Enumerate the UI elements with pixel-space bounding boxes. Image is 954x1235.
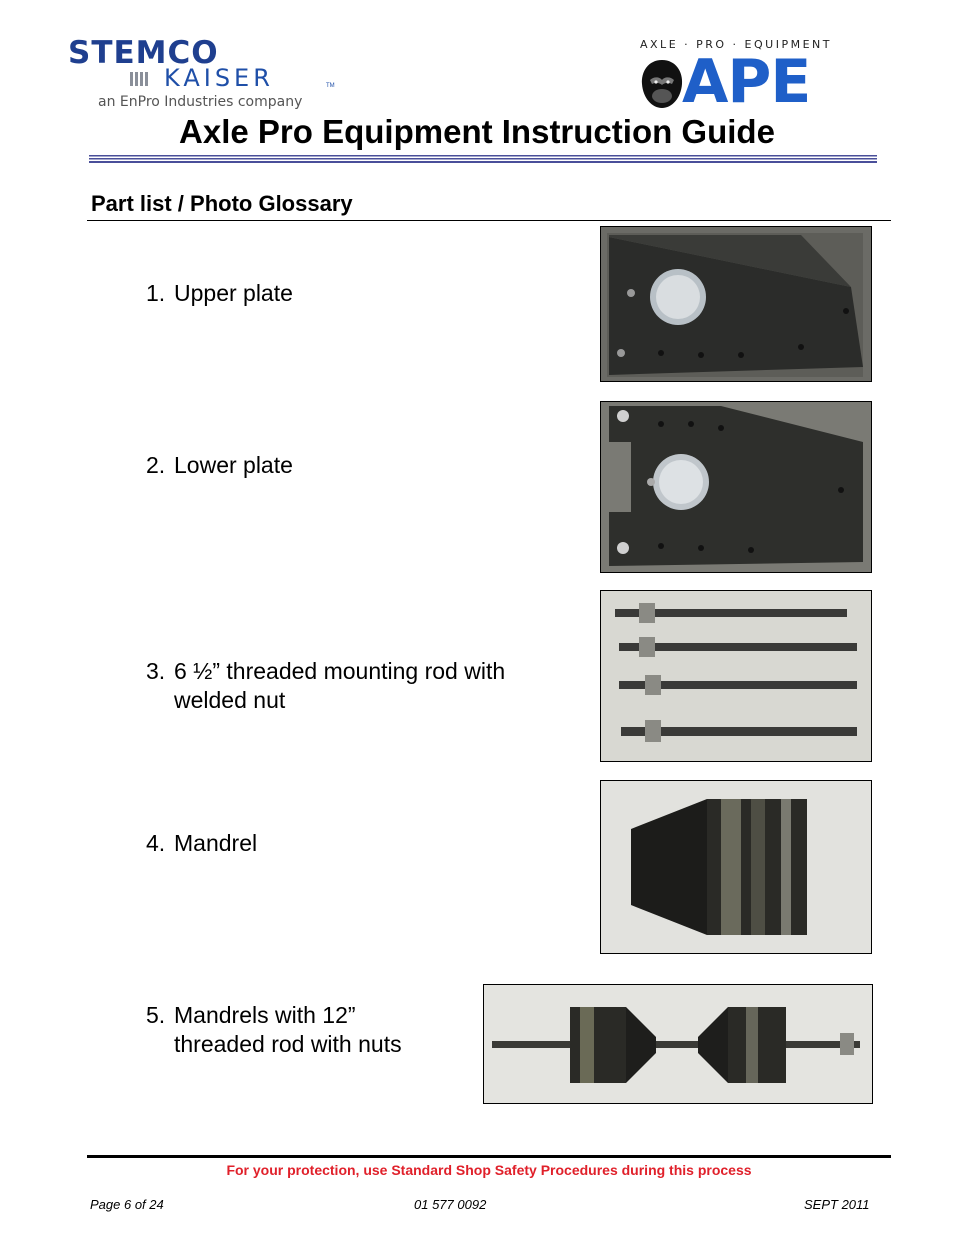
gorilla-head-icon [638,58,686,110]
kaiser-mark-icon [128,70,158,88]
part-label: Lower plate [174,452,293,478]
part-number: 5. [146,1002,166,1028]
part-label-line-1: 6 ½” threaded mounting rod with [174,658,506,684]
part-item-2 [146,451,566,481]
part-item-3 [146,657,566,717]
stemco-kaiser-logo [68,35,338,112]
footer-divider [87,1155,891,1158]
kaiser-wordmark: KAISER [164,64,274,92]
part-number: 1. [146,280,166,306]
part-label-line-1: Mandrels with 12” [174,1002,356,1028]
safety-note: For your protection, use Standard Shop Safety Procedures during this process [226,1162,752,1178]
company-line: an EnPro Industries company [98,94,303,110]
document-date: SEPT 2011 [804,1197,870,1212]
ape-wordmark: APE [682,47,811,117]
part-label: Upper plate [174,280,293,306]
title-underline [89,155,877,164]
part-label-line-2: welded nut [174,687,286,713]
kaiser-trademark: TM [326,83,335,89]
part-number: 2. [146,452,166,478]
mandrels-with-rod-photo [483,984,873,1104]
section-divider [87,220,891,221]
lower-plate-photo [600,401,872,573]
part-item-1 [146,279,566,309]
ape-tagline: AXLE · PRO · EQUIPMENT [640,38,832,51]
part-label-line-2: threaded rod with nuts [174,1031,402,1057]
document-title: Axle Pro Equipment Instruction Guide [179,113,775,150]
part-number: 3. [146,658,166,684]
page-number: Page 6 of 24 [90,1197,164,1212]
part-label: Mandrel [174,830,258,856]
stemco-wordmark: STEMCO [68,35,219,71]
document-number: 01 577 0092 [414,1197,487,1212]
ape-logo [638,38,883,117]
mandrel-photo [600,780,872,954]
upper-plate-photo [600,226,872,382]
part-item-4 [146,829,566,859]
threaded-rods-photo [600,590,872,762]
part-number: 4. [146,830,166,856]
part-item-5 [146,1001,486,1061]
section-heading: Part list / Photo Glossary [91,191,353,216]
